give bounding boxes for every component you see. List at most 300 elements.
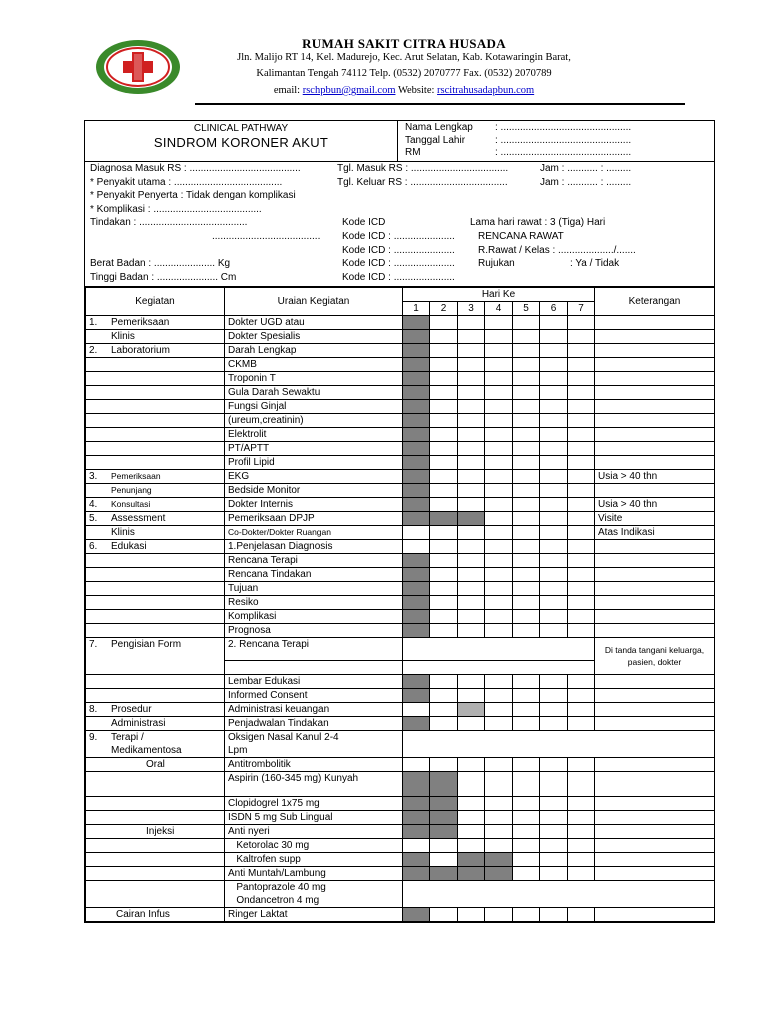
day-cell[interactable] <box>485 811 513 825</box>
day-cell[interactable] <box>458 811 485 825</box>
diagnosa-masuk[interactable]: Diagnosa Masuk RS : ........................................ <box>90 163 301 174</box>
day-cell[interactable] <box>430 703 458 717</box>
day-cell[interactable] <box>403 526 430 540</box>
day-cell[interactable] <box>568 428 595 442</box>
day-cell[interactable] <box>403 624 430 638</box>
keterangan-cell[interactable]: Atas Indikasi <box>595 526 715 540</box>
day-cell[interactable] <box>403 568 430 582</box>
day-cell[interactable] <box>540 867 568 881</box>
day-cell[interactable] <box>458 675 485 689</box>
day-cell[interactable] <box>540 772 568 797</box>
day-cell[interactable] <box>458 330 485 344</box>
day-cell[interactable] <box>485 428 513 442</box>
day-cell[interactable] <box>403 703 430 717</box>
day-cell[interactable] <box>430 839 458 853</box>
day-cell[interactable] <box>568 358 595 372</box>
day-cell[interactable] <box>568 825 595 839</box>
day-cell[interactable] <box>403 428 430 442</box>
day-cell[interactable] <box>540 400 568 414</box>
day-cell[interactable] <box>540 717 568 731</box>
day-cell[interactable] <box>568 610 595 624</box>
komplikasi[interactable]: * Komplikasi : ....................................... <box>90 203 262 215</box>
day-cell[interactable] <box>430 825 458 839</box>
day-cell[interactable] <box>458 758 485 772</box>
day-cell[interactable] <box>403 400 430 414</box>
day-cell[interactable] <box>430 330 458 344</box>
keterangan-cell[interactable] <box>595 758 715 772</box>
day-cell[interactable] <box>485 554 513 568</box>
day-cell[interactable] <box>568 414 595 428</box>
day-cell[interactable] <box>513 853 540 867</box>
day-cell[interactable] <box>540 596 568 610</box>
day-cell[interactable] <box>403 825 430 839</box>
day-cell[interactable] <box>540 540 568 554</box>
rawat-kelas[interactable]: R.Rawat / Kelas : ..................../....... <box>478 244 636 256</box>
keterangan-cell[interactable] <box>595 442 715 456</box>
day-cell[interactable] <box>568 624 595 638</box>
day-cell[interactable] <box>485 772 513 797</box>
day-span-cell[interactable] <box>403 638 595 661</box>
day-cell[interactable] <box>458 484 485 498</box>
day-cell[interactable] <box>403 498 430 512</box>
jam-keluar[interactable]: Jam : ........... : ......... <box>540 176 632 188</box>
kode-icd-5[interactable]: Kode ICD : ...................... <box>342 271 455 283</box>
day-cell[interactable] <box>430 512 458 526</box>
day-cell[interactable] <box>403 470 430 484</box>
day-cell[interactable] <box>458 540 485 554</box>
day-cell[interactable] <box>458 867 485 881</box>
day-cell[interactable] <box>403 772 430 797</box>
day-cell[interactable] <box>540 758 568 772</box>
day-cell[interactable] <box>403 610 430 624</box>
day-cell[interactable] <box>513 624 540 638</box>
day-cell[interactable] <box>513 316 540 330</box>
day-cell[interactable] <box>568 316 595 330</box>
day-cell[interactable] <box>430 758 458 772</box>
day-cell[interactable] <box>430 400 458 414</box>
day-cell[interactable] <box>430 689 458 703</box>
day-cell[interactable] <box>485 470 513 484</box>
day-cell[interactable] <box>568 797 595 811</box>
keterangan-cell[interactable] <box>595 610 715 624</box>
day-cell[interactable] <box>458 442 485 456</box>
day-cell[interactable] <box>568 596 595 610</box>
day-cell[interactable] <box>458 568 485 582</box>
day-cell[interactable] <box>568 344 595 358</box>
day-cell[interactable] <box>540 839 568 853</box>
day-cell[interactable] <box>458 703 485 717</box>
day-cell[interactable] <box>458 428 485 442</box>
keterangan-cell[interactable] <box>595 839 715 853</box>
day-cell[interactable] <box>568 675 595 689</box>
day-cell[interactable] <box>568 853 595 867</box>
berat-badan[interactable]: Berat Badan : ...................... Kg <box>90 258 231 270</box>
day-cell[interactable] <box>540 675 568 689</box>
keterangan-cell[interactable] <box>595 358 715 372</box>
day-cell[interactable] <box>540 624 568 638</box>
day-cell[interactable] <box>513 811 540 825</box>
day-cell[interactable] <box>430 442 458 456</box>
day-cell[interactable] <box>568 568 595 582</box>
day-cell[interactable] <box>513 582 540 596</box>
tgl-masuk[interactable]: Tgl. Masuk RS : ................................... <box>337 163 509 174</box>
day-cell[interactable] <box>513 428 540 442</box>
day-cell[interactable] <box>430 853 458 867</box>
keterangan-cell[interactable] <box>595 330 715 344</box>
day-cell[interactable] <box>540 372 568 386</box>
day-cell[interactable] <box>485 596 513 610</box>
day-cell[interactable] <box>403 316 430 330</box>
day-cell[interactable] <box>540 414 568 428</box>
keterangan-cell[interactable] <box>595 400 715 414</box>
keterangan-cell[interactable]: Visite <box>595 512 715 526</box>
day-cell[interactable] <box>403 582 430 596</box>
day-cell[interactable] <box>513 610 540 624</box>
day-cell[interactable] <box>485 568 513 582</box>
day-cell[interactable] <box>540 512 568 526</box>
day-cell[interactable] <box>403 717 430 731</box>
day-span-cell[interactable] <box>403 731 715 758</box>
keterangan-cell[interactable] <box>595 908 715 922</box>
tgl-lahir-field[interactable]: : ............................................... <box>495 134 632 146</box>
day-cell[interactable] <box>458 400 485 414</box>
day-cell[interactable] <box>485 372 513 386</box>
day-cell[interactable] <box>568 456 595 470</box>
day-cell[interactable] <box>458 689 485 703</box>
day-cell[interactable] <box>430 610 458 624</box>
keterangan-cell[interactable] <box>595 825 715 839</box>
day-cell[interactable] <box>403 675 430 689</box>
day-cell[interactable] <box>568 867 595 881</box>
day-cell[interactable] <box>485 758 513 772</box>
day-cell[interactable] <box>430 470 458 484</box>
day-cell[interactable] <box>430 568 458 582</box>
email-link[interactable]: rschpbun@gmail.com <box>302 85 396 96</box>
day-cell[interactable] <box>513 703 540 717</box>
tgl-keluar[interactable]: Tgl. Keluar RS : ................................... <box>337 176 508 188</box>
day-cell[interactable] <box>403 414 430 428</box>
day-cell[interactable] <box>513 400 540 414</box>
day-cell[interactable] <box>458 908 485 922</box>
day-cell[interactable] <box>513 772 540 797</box>
keterangan-cell[interactable] <box>595 414 715 428</box>
day-cell[interactable] <box>458 372 485 386</box>
day-cell[interactable] <box>485 316 513 330</box>
day-cell[interactable] <box>513 414 540 428</box>
day-cell[interactable] <box>485 610 513 624</box>
day-cell[interactable] <box>458 853 485 867</box>
keterangan-cell[interactable] <box>595 772 715 797</box>
day-cell[interactable] <box>485 797 513 811</box>
day-cell[interactable] <box>513 825 540 839</box>
day-cell[interactable] <box>430 675 458 689</box>
day-cell[interactable] <box>513 554 540 568</box>
day-cell[interactable] <box>485 358 513 372</box>
keterangan-cell[interactable] <box>595 386 715 400</box>
day-cell[interactable] <box>540 797 568 811</box>
day-cell[interactable] <box>485 853 513 867</box>
day-cell[interactable] <box>485 386 513 400</box>
day-cell[interactable] <box>485 867 513 881</box>
day-cell[interactable] <box>430 372 458 386</box>
day-cell[interactable] <box>568 703 595 717</box>
jam-masuk[interactable]: Jam : ........... : ......... <box>540 163 632 174</box>
keterangan-cell[interactable] <box>595 456 715 470</box>
day-cell[interactable] <box>513 498 540 512</box>
day-cell[interactable] <box>540 330 568 344</box>
day-cell[interactable] <box>513 568 540 582</box>
day-cell[interactable] <box>458 358 485 372</box>
keterangan-cell[interactable] <box>595 717 715 731</box>
day-cell[interactable] <box>485 703 513 717</box>
day-cell[interactable] <box>540 689 568 703</box>
day-cell[interactable] <box>485 908 513 922</box>
day-cell[interactable] <box>485 512 513 526</box>
day-cell[interactable] <box>403 554 430 568</box>
day-cell[interactable] <box>513 839 540 853</box>
nama-field[interactable]: : ............................................... <box>495 122 632 133</box>
keterangan-cell[interactable] <box>595 428 715 442</box>
day-cell[interactable] <box>458 839 485 853</box>
day-cell[interactable] <box>568 908 595 922</box>
rm-field[interactable]: : ............................................... <box>495 147 632 158</box>
day-cell[interactable] <box>458 610 485 624</box>
day-cell[interactable] <box>403 344 430 358</box>
day-cell[interactable] <box>458 582 485 596</box>
day-cell[interactable] <box>513 540 540 554</box>
day-cell[interactable] <box>540 853 568 867</box>
day-cell[interactable] <box>513 526 540 540</box>
day-cell[interactable] <box>568 498 595 512</box>
day-cell[interactable] <box>513 512 540 526</box>
day-cell[interactable] <box>485 689 513 703</box>
day-cell[interactable] <box>430 526 458 540</box>
day-cell[interactable] <box>430 316 458 330</box>
keterangan-cell[interactable] <box>595 484 715 498</box>
day-cell[interactable] <box>568 717 595 731</box>
ya-tidak[interactable]: : Ya / Tidak <box>570 258 620 270</box>
day-cell[interactable] <box>568 839 595 853</box>
keterangan-cell[interactable] <box>595 554 715 568</box>
day-cell[interactable] <box>458 386 485 400</box>
day-cell[interactable] <box>485 498 513 512</box>
kode-icd-2[interactable]: Kode ICD : ...................... <box>342 230 455 242</box>
day-cell[interactable] <box>403 512 430 526</box>
keterangan-cell[interactable]: Usia > 40 thn <box>595 498 715 512</box>
day-cell[interactable] <box>513 867 540 881</box>
day-cell[interactable] <box>513 470 540 484</box>
day-cell[interactable] <box>513 797 540 811</box>
keterangan-cell[interactable] <box>595 582 715 596</box>
day-cell[interactable] <box>568 811 595 825</box>
keterangan-cell[interactable] <box>595 689 715 703</box>
day-cell[interactable] <box>403 540 430 554</box>
keterangan-cell[interactable]: Di tanda tangani keluarga, pasien, dokter <box>595 638 715 675</box>
day-cell[interactable] <box>430 908 458 922</box>
day-cell[interactable] <box>568 689 595 703</box>
tinggi-badan[interactable]: Tinggi Badan : ...................... Cm <box>90 271 237 283</box>
day-cell[interactable] <box>513 484 540 498</box>
day-cell[interactable] <box>485 717 513 731</box>
day-cell[interactable] <box>430 867 458 881</box>
day-cell[interactable] <box>403 811 430 825</box>
keterangan-cell[interactable] <box>595 568 715 582</box>
day-cell[interactable] <box>540 344 568 358</box>
day-cell[interactable] <box>430 540 458 554</box>
day-cell[interactable] <box>540 526 568 540</box>
day-cell[interactable] <box>513 456 540 470</box>
keterangan-cell[interactable] <box>595 867 715 881</box>
day-cell[interactable] <box>458 470 485 484</box>
day-cell[interactable] <box>513 344 540 358</box>
day-cell[interactable] <box>485 344 513 358</box>
day-cell[interactable] <box>513 372 540 386</box>
day-cell[interactable] <box>430 414 458 428</box>
tindakan-2[interactable]: ....................................... <box>212 230 321 242</box>
day-cell[interactable] <box>403 758 430 772</box>
day-cell[interactable] <box>513 358 540 372</box>
day-cell[interactable] <box>513 442 540 456</box>
day-cell[interactable] <box>485 825 513 839</box>
keterangan-cell[interactable] <box>595 540 715 554</box>
day-cell[interactable] <box>485 675 513 689</box>
day-cell[interactable] <box>430 344 458 358</box>
day-cell[interactable] <box>430 596 458 610</box>
day-cell[interactable] <box>568 772 595 797</box>
day-cell[interactable] <box>430 811 458 825</box>
day-cell[interactable] <box>540 554 568 568</box>
day-cell[interactable] <box>458 624 485 638</box>
kode-icd-4[interactable]: Kode ICD : ...................... <box>342 258 455 270</box>
day-cell[interactable] <box>513 386 540 400</box>
day-cell[interactable] <box>430 484 458 498</box>
day-cell[interactable] <box>403 797 430 811</box>
day-cell[interactable] <box>458 344 485 358</box>
tindakan[interactable]: Tindakan : ....................................... <box>90 217 248 229</box>
day-cell[interactable] <box>513 689 540 703</box>
day-span-cell[interactable] <box>403 661 595 675</box>
keterangan-cell[interactable] <box>595 596 715 610</box>
day-cell[interactable] <box>540 386 568 400</box>
day-span-cell[interactable] <box>403 881 715 908</box>
day-cell[interactable] <box>540 498 568 512</box>
day-cell[interactable] <box>458 498 485 512</box>
day-cell[interactable] <box>540 484 568 498</box>
day-cell[interactable] <box>458 414 485 428</box>
day-cell[interactable] <box>403 456 430 470</box>
day-cell[interactable] <box>513 717 540 731</box>
keterangan-cell[interactable]: Usia > 40 thn <box>595 470 715 484</box>
day-cell[interactable] <box>430 386 458 400</box>
day-cell[interactable] <box>458 554 485 568</box>
day-cell[interactable] <box>458 526 485 540</box>
day-cell[interactable] <box>458 512 485 526</box>
day-cell[interactable] <box>403 442 430 456</box>
day-cell[interactable] <box>568 470 595 484</box>
day-cell[interactable] <box>430 554 458 568</box>
day-cell[interactable] <box>540 442 568 456</box>
day-cell[interactable] <box>485 484 513 498</box>
day-cell[interactable] <box>485 839 513 853</box>
day-cell[interactable] <box>568 484 595 498</box>
day-cell[interactable] <box>430 358 458 372</box>
keterangan-cell[interactable] <box>595 675 715 689</box>
day-cell[interactable] <box>540 610 568 624</box>
day-cell[interactable] <box>485 330 513 344</box>
keterangan-cell[interactable] <box>595 703 715 717</box>
day-cell[interactable] <box>540 456 568 470</box>
day-cell[interactable] <box>485 540 513 554</box>
day-cell[interactable] <box>458 717 485 731</box>
day-cell[interactable] <box>568 386 595 400</box>
keterangan-cell[interactable] <box>595 797 715 811</box>
day-cell[interactable] <box>568 554 595 568</box>
penyakit-utama[interactable]: * Penyakit utama : ....................................... <box>90 176 283 188</box>
day-cell[interactable] <box>403 853 430 867</box>
day-cell[interactable] <box>430 582 458 596</box>
day-cell[interactable] <box>485 400 513 414</box>
kode-icd-3[interactable]: Kode ICD : ...................... <box>342 244 455 256</box>
day-cell[interactable] <box>540 316 568 330</box>
website-link[interactable]: rscitrahusadapbun.com <box>437 85 535 96</box>
day-cell[interactable] <box>568 400 595 414</box>
day-cell[interactable] <box>430 428 458 442</box>
day-cell[interactable] <box>485 442 513 456</box>
day-cell[interactable] <box>458 825 485 839</box>
day-cell[interactable] <box>485 456 513 470</box>
keterangan-cell[interactable] <box>595 344 715 358</box>
day-cell[interactable] <box>513 675 540 689</box>
day-cell[interactable] <box>485 624 513 638</box>
day-cell[interactable] <box>403 330 430 344</box>
day-cell[interactable] <box>540 582 568 596</box>
day-cell[interactable] <box>458 797 485 811</box>
day-cell[interactable] <box>568 442 595 456</box>
day-cell[interactable] <box>540 811 568 825</box>
day-cell[interactable] <box>540 428 568 442</box>
day-cell[interactable] <box>403 358 430 372</box>
day-cell[interactable] <box>540 358 568 372</box>
day-cell[interactable] <box>485 414 513 428</box>
day-cell[interactable] <box>458 596 485 610</box>
day-cell[interactable] <box>568 526 595 540</box>
day-cell[interactable] <box>403 596 430 610</box>
day-cell[interactable] <box>568 758 595 772</box>
day-cell[interactable] <box>403 867 430 881</box>
keterangan-cell[interactable] <box>595 853 715 867</box>
day-cell[interactable] <box>568 582 595 596</box>
day-cell[interactable] <box>485 526 513 540</box>
keterangan-cell[interactable] <box>595 316 715 330</box>
day-cell[interactable] <box>430 717 458 731</box>
day-cell[interactable] <box>568 372 595 386</box>
keterangan-cell[interactable] <box>595 811 715 825</box>
day-cell[interactable] <box>403 372 430 386</box>
day-cell[interactable] <box>513 596 540 610</box>
day-cell[interactable] <box>513 908 540 922</box>
day-cell[interactable] <box>403 484 430 498</box>
day-cell[interactable] <box>540 568 568 582</box>
day-cell[interactable] <box>458 772 485 797</box>
day-cell[interactable] <box>430 624 458 638</box>
day-cell[interactable] <box>540 703 568 717</box>
day-cell[interactable] <box>540 908 568 922</box>
day-cell[interactable] <box>540 825 568 839</box>
day-cell[interactable] <box>513 758 540 772</box>
day-cell[interactable] <box>403 689 430 703</box>
day-cell[interactable] <box>458 316 485 330</box>
day-cell[interactable] <box>568 512 595 526</box>
